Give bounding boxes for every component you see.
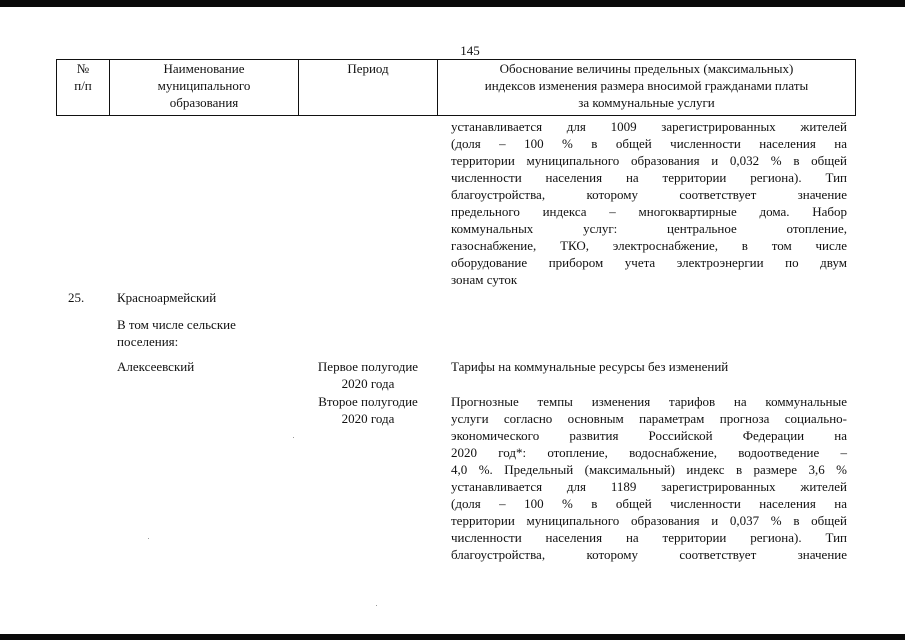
header-justification-line: за коммунальные услуги xyxy=(578,95,715,110)
settlement-name: Алексеевский xyxy=(117,359,195,374)
text-line: предельного индекса – многоквартирные дома. Набор xyxy=(451,204,847,219)
header-municipality-col xyxy=(110,60,298,111)
period-line: 2020 года xyxy=(341,411,395,426)
header-justification-line: индексов изменения размера вносимой гражданами платы xyxy=(484,78,809,93)
tariff-unchanged-text: Тарифы на коммунальные ресурсы без изменений xyxy=(451,359,729,374)
text-line: устанавливается для 1189 зарегистрированных жителей xyxy=(451,479,847,494)
text-line: территории муниципального образования и 0,032 % в общей xyxy=(451,153,847,168)
row-number: 25. xyxy=(68,290,85,305)
scan-speck xyxy=(293,437,294,438)
header-number-line: п/п xyxy=(74,78,92,93)
text-line: (доля – 100 % в общей численности населения на xyxy=(451,496,847,511)
text-line: (доля – 100 % в общей численности населения на xyxy=(451,136,847,151)
header-number-line: № xyxy=(76,61,90,76)
text-line: оборудование прибором учета электроэнергии по двум xyxy=(451,255,847,270)
text-line: устанавливается для 1009 зарегистрированных жителей xyxy=(451,119,847,134)
text-line: услуги согласно основным параметрам прогноза социально- xyxy=(451,411,847,426)
text-line: экономического развития Российской Федерации на xyxy=(451,428,847,443)
table-header-bottom-rule xyxy=(56,115,856,116)
text-line: зонам суток xyxy=(451,272,518,287)
header-municipality-line: образования xyxy=(169,95,239,110)
scan-bottom-border xyxy=(0,634,905,640)
period-line: Первое полугодие xyxy=(317,359,419,374)
period-first-half xyxy=(299,358,437,392)
header-municipality-line: Наименование xyxy=(163,61,245,76)
table-right-rule xyxy=(855,59,856,116)
header-justification-col xyxy=(438,60,855,111)
municipality-name: Красноармейский xyxy=(117,290,217,305)
subheading-line: поселения: xyxy=(117,334,179,349)
continued-justification-text xyxy=(451,118,847,288)
text-line: газоснабжение, ТКО, электроснабжение, в том числе xyxy=(451,238,847,253)
header-municipality-line: муниципального xyxy=(157,78,251,93)
text-line: коммунальных услуг: центральное отопление, xyxy=(451,221,847,236)
page-number: 145 xyxy=(460,43,480,58)
text-line: численности населения на территории региона). Тип xyxy=(451,170,847,185)
text-line: 2020 год*: отопление, водоснабжение, водоотведение – xyxy=(451,445,847,460)
text-line: численности населения на территории региона). Тип xyxy=(451,530,847,545)
period-line: Второе полугодие xyxy=(318,394,418,409)
header-period-col xyxy=(299,60,437,77)
subheading-line: В том числе сельские xyxy=(117,317,236,332)
header-number-col xyxy=(57,60,109,94)
text-line: 4,0 %. Предельный (максимальный) индекс в размере 3,6 % xyxy=(451,462,847,477)
period-second-half xyxy=(299,393,437,427)
text-line: благоустройства, которому соответствует значение xyxy=(451,547,847,562)
header-period-line: Период xyxy=(347,61,389,76)
scan-speck xyxy=(376,605,377,606)
scan-top-border xyxy=(0,0,905,7)
text-line: благоустройства, которому соответствует значение xyxy=(451,187,847,202)
forecast-justification-text xyxy=(451,393,847,563)
text-line: Прогнозные темпы изменения тарифов на коммунальные xyxy=(451,394,847,409)
scan-speck xyxy=(148,538,149,539)
header-justification-line: Обоснование величины предельных (максимальных) xyxy=(499,61,794,76)
period-line: 2020 года xyxy=(341,376,395,391)
settlements-subheading xyxy=(117,316,297,350)
text-line: территории муниципального образования и 0,037 % в общей xyxy=(451,513,847,528)
